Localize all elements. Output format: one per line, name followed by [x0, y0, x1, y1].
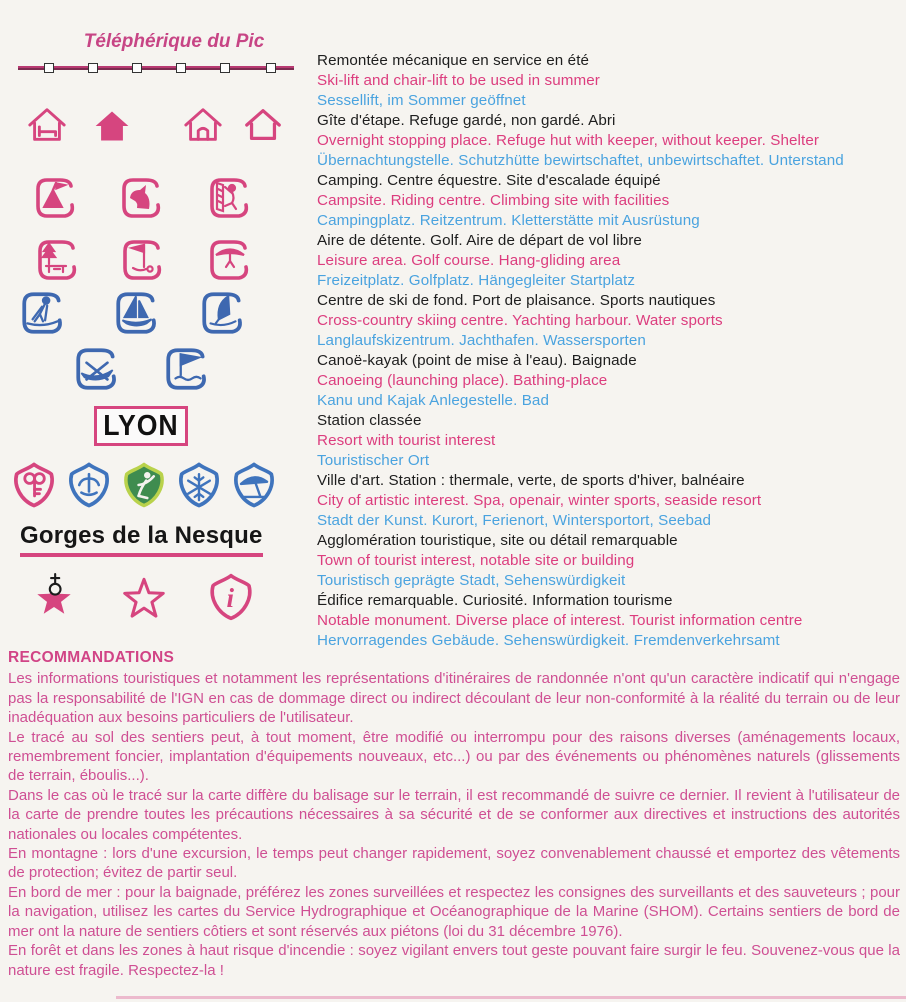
- leisure-area-icon: [34, 236, 82, 284]
- seaside-shield-icon: [228, 458, 280, 512]
- legend-line-de: Campingplatz. Reitzentrum. Kletterstätte mit Ausrüstung: [317, 212, 700, 229]
- camping-tent-icon: [32, 174, 80, 222]
- bathing-icon: [162, 344, 212, 394]
- legend-line-en: Campsite. Riding centre. Climbing site with facilities: [317, 192, 670, 209]
- refuge-non-garde-icon: [182, 104, 224, 146]
- legend-line-de: Sessellift, im Sommer geöffnet: [317, 92, 526, 109]
- cablecar-sample-label: Téléphérique du Pic: [83, 31, 265, 52]
- cable-pylon-icon: [88, 63, 98, 73]
- legend-line-fr: Remontée mécanique en service en été: [317, 52, 590, 69]
- windsurf-icon: [198, 288, 248, 338]
- sailboat-icon: [112, 288, 162, 338]
- legend-line-fr: Aire de détente. Golf. Aire de départ de vol libre: [317, 232, 642, 249]
- recommendations-section: [8, 648, 900, 980]
- climbing-icon: [206, 174, 254, 222]
- legend-line-de: Übernachtungstelle. Schutzhütte bewirtschaftet, unbewirtschaftet. Unterstand: [317, 152, 844, 169]
- legend-line-en: City of artistic interest. Spa, openair, winter sports, seaside resort: [317, 492, 762, 509]
- golf-icon: [119, 236, 167, 284]
- gite-etape-icon: [26, 104, 68, 146]
- recommendation-paragraph: En montagne : lors d'une excursion, le temps peut changer rapidement, soyez convenablement chaussé et emportez des vêtements de protection; évitez de partir seul.: [8, 845, 900, 882]
- recommendation-paragraph: Le tracé au sol des sentiers peut, à tout moment, être modifié ou interrompu pour des raisons diverses (aménagements locaux, remembrement foncier, implantation d'équipements nouveaux, etc...) ou par des événements ou phénomènes naturels (glissements de terrain, éboulis...).: [8, 728, 900, 785]
- lyon-label: LYON: [103, 409, 179, 442]
- legend-line-en: Canoeing (launching place). Bathing-place: [317, 372, 608, 389]
- recommendation-paragraph: Dans le cas où le tracé sur la carte diffère du balisage sur le terrain, il est recommandé de suivre ce dernier. Il revient à l'utilisateur de la carte de prendre toutes les précautions nécessaires à sa sécurité et de se conformer aux directives et instructions des autorités nationales ou locales compétentes.: [8, 786, 900, 843]
- legend-line-en: Cross-country skiing centre. Yachting harbour. Water sports: [317, 312, 723, 329]
- legend-line-en: Overnight stopping place. Refuge hut with keeper, without keeper. Shelter: [317, 132, 820, 149]
- legend-line-de: Langlaufskizentrum. Jachthafen. Wassersporten: [317, 332, 646, 349]
- cable-pylon-icon: [220, 63, 230, 73]
- legend-line-fr: Agglomération touristique, site ou détail remarquable: [317, 532, 678, 549]
- monument-star-icon: [26, 566, 82, 624]
- legend-line-fr: Gîte d'étape. Refuge gardé, non gardé. Abri: [317, 112, 616, 129]
- abri-icon: [242, 104, 284, 146]
- cable-pylon-icon: [132, 63, 142, 73]
- recommendation-paragraph: Les informations touristiques et notamment les représentations d'itinéraires de randonnée n'ont qu'un caractère indicatif qui n'engage pas la responsabilité de l'IGN en cas de dommage direct ou indirect découlant de leur non-conformité à la réalité du terrain ou de leur inadéquation aux besoins particuliers de l'utilisateur.: [8, 670, 900, 727]
- recommendation-paragraph: En bord de mer : pour la baignade, préférez les zones surveillées et respectez les consignes des surveillants et des sauveteurs ; pour la navigation, utilisez les cartes du Service Hydrographique et Océanographique de la Marine (SHOM). Certains sentiers de bord de mer ont la nature de sentiers côtiers et sont réservés aux piétons (loi du 31 décembre 1976).: [8, 883, 900, 940]
- legend-line-en: Ski-lift and chair-lift to be used in summer: [317, 72, 600, 89]
- cable-pylon-icon: [44, 63, 54, 73]
- info-letter: i: [226, 583, 235, 614]
- legend-line-fr: Camping. Centre équestre. Site d'escalade équipé: [317, 172, 661, 189]
- legend-text-column: [317, 51, 903, 651]
- legend-line-en: Notable monument. Diverse place of interest. Tourist information centre: [317, 612, 803, 629]
- green-resort-shield-icon: [118, 458, 170, 512]
- cross-country-ski-icon: [18, 288, 68, 338]
- cable-wire-core: [18, 68, 294, 70]
- legend-line-de: Freizeitplatz. Golfplatz. Hängegleiter Startplatz: [317, 272, 636, 289]
- legend-line-de: Stadt der Kunst. Kurort, Ferienort, Wintersportort, Seebad: [317, 512, 712, 529]
- cable-pylon-icon: [266, 63, 276, 73]
- cable-pylon-icon: [176, 63, 186, 73]
- lyon-town-box: [94, 406, 188, 446]
- legend-line-fr: Ville d'art. Station : thermale, verte, de sports d'hiver, balnéaire: [317, 472, 745, 489]
- recommendation-paragraph: En forêt et dans les zones à haut risque d'incendie : soyez vigilant envers tout geste pouvant faire surgir le feu. Souvenez-vous que la nature est fragile. Respectez-la !: [8, 942, 900, 979]
- curiosity-star-icon: [116, 570, 172, 626]
- bottom-edge-line: [116, 996, 906, 999]
- legend-line-fr: Édifice remarquable. Curiosité. Information tourisme: [317, 592, 673, 609]
- legend-line-fr: Station classée: [317, 412, 422, 429]
- tourist-info-icon: [204, 570, 258, 624]
- recommendations-title: RECOMMANDATIONS: [8, 649, 175, 666]
- art-city-key-shield-icon: [8, 458, 60, 512]
- horse-riding-icon: [118, 174, 166, 222]
- legend-line-en: Resort with tourist interest: [317, 432, 496, 449]
- legend-line-de: Touristisch geprägte Stadt, Sehenswürdigkeit: [317, 572, 626, 589]
- canoe-icon: [72, 344, 122, 394]
- winter-sports-shield-icon: [173, 458, 225, 512]
- hang-glider-icon: [206, 236, 254, 284]
- spa-shield-icon: [63, 458, 115, 512]
- refuge-garde-icon: [92, 106, 132, 146]
- legend-line-en: Town of tourist interest, notable site or building: [317, 552, 635, 569]
- legend-line-de: Hervorragendes Gebäude. Sehenswürdigkeit. Fremdenverkehrsamt: [317, 632, 780, 649]
- legend-line-fr: Centre de ski de fond. Port de plaisance. Sports nautiques: [317, 292, 716, 309]
- legend-line-de: Kanu und Kajak Anlegestelle. Bad: [317, 392, 550, 409]
- legend-line-en: Leisure area. Golf course. Hang-gliding area: [317, 252, 621, 269]
- cable-car-line-icon: [18, 62, 294, 74]
- legend-line-de: Touristischer Ort: [317, 452, 430, 469]
- gorges-title-sample: Gorges de la Nesque: [20, 522, 263, 557]
- legend-line-fr: Canoë-kayak (point de mise à l'eau). Baignade: [317, 352, 637, 369]
